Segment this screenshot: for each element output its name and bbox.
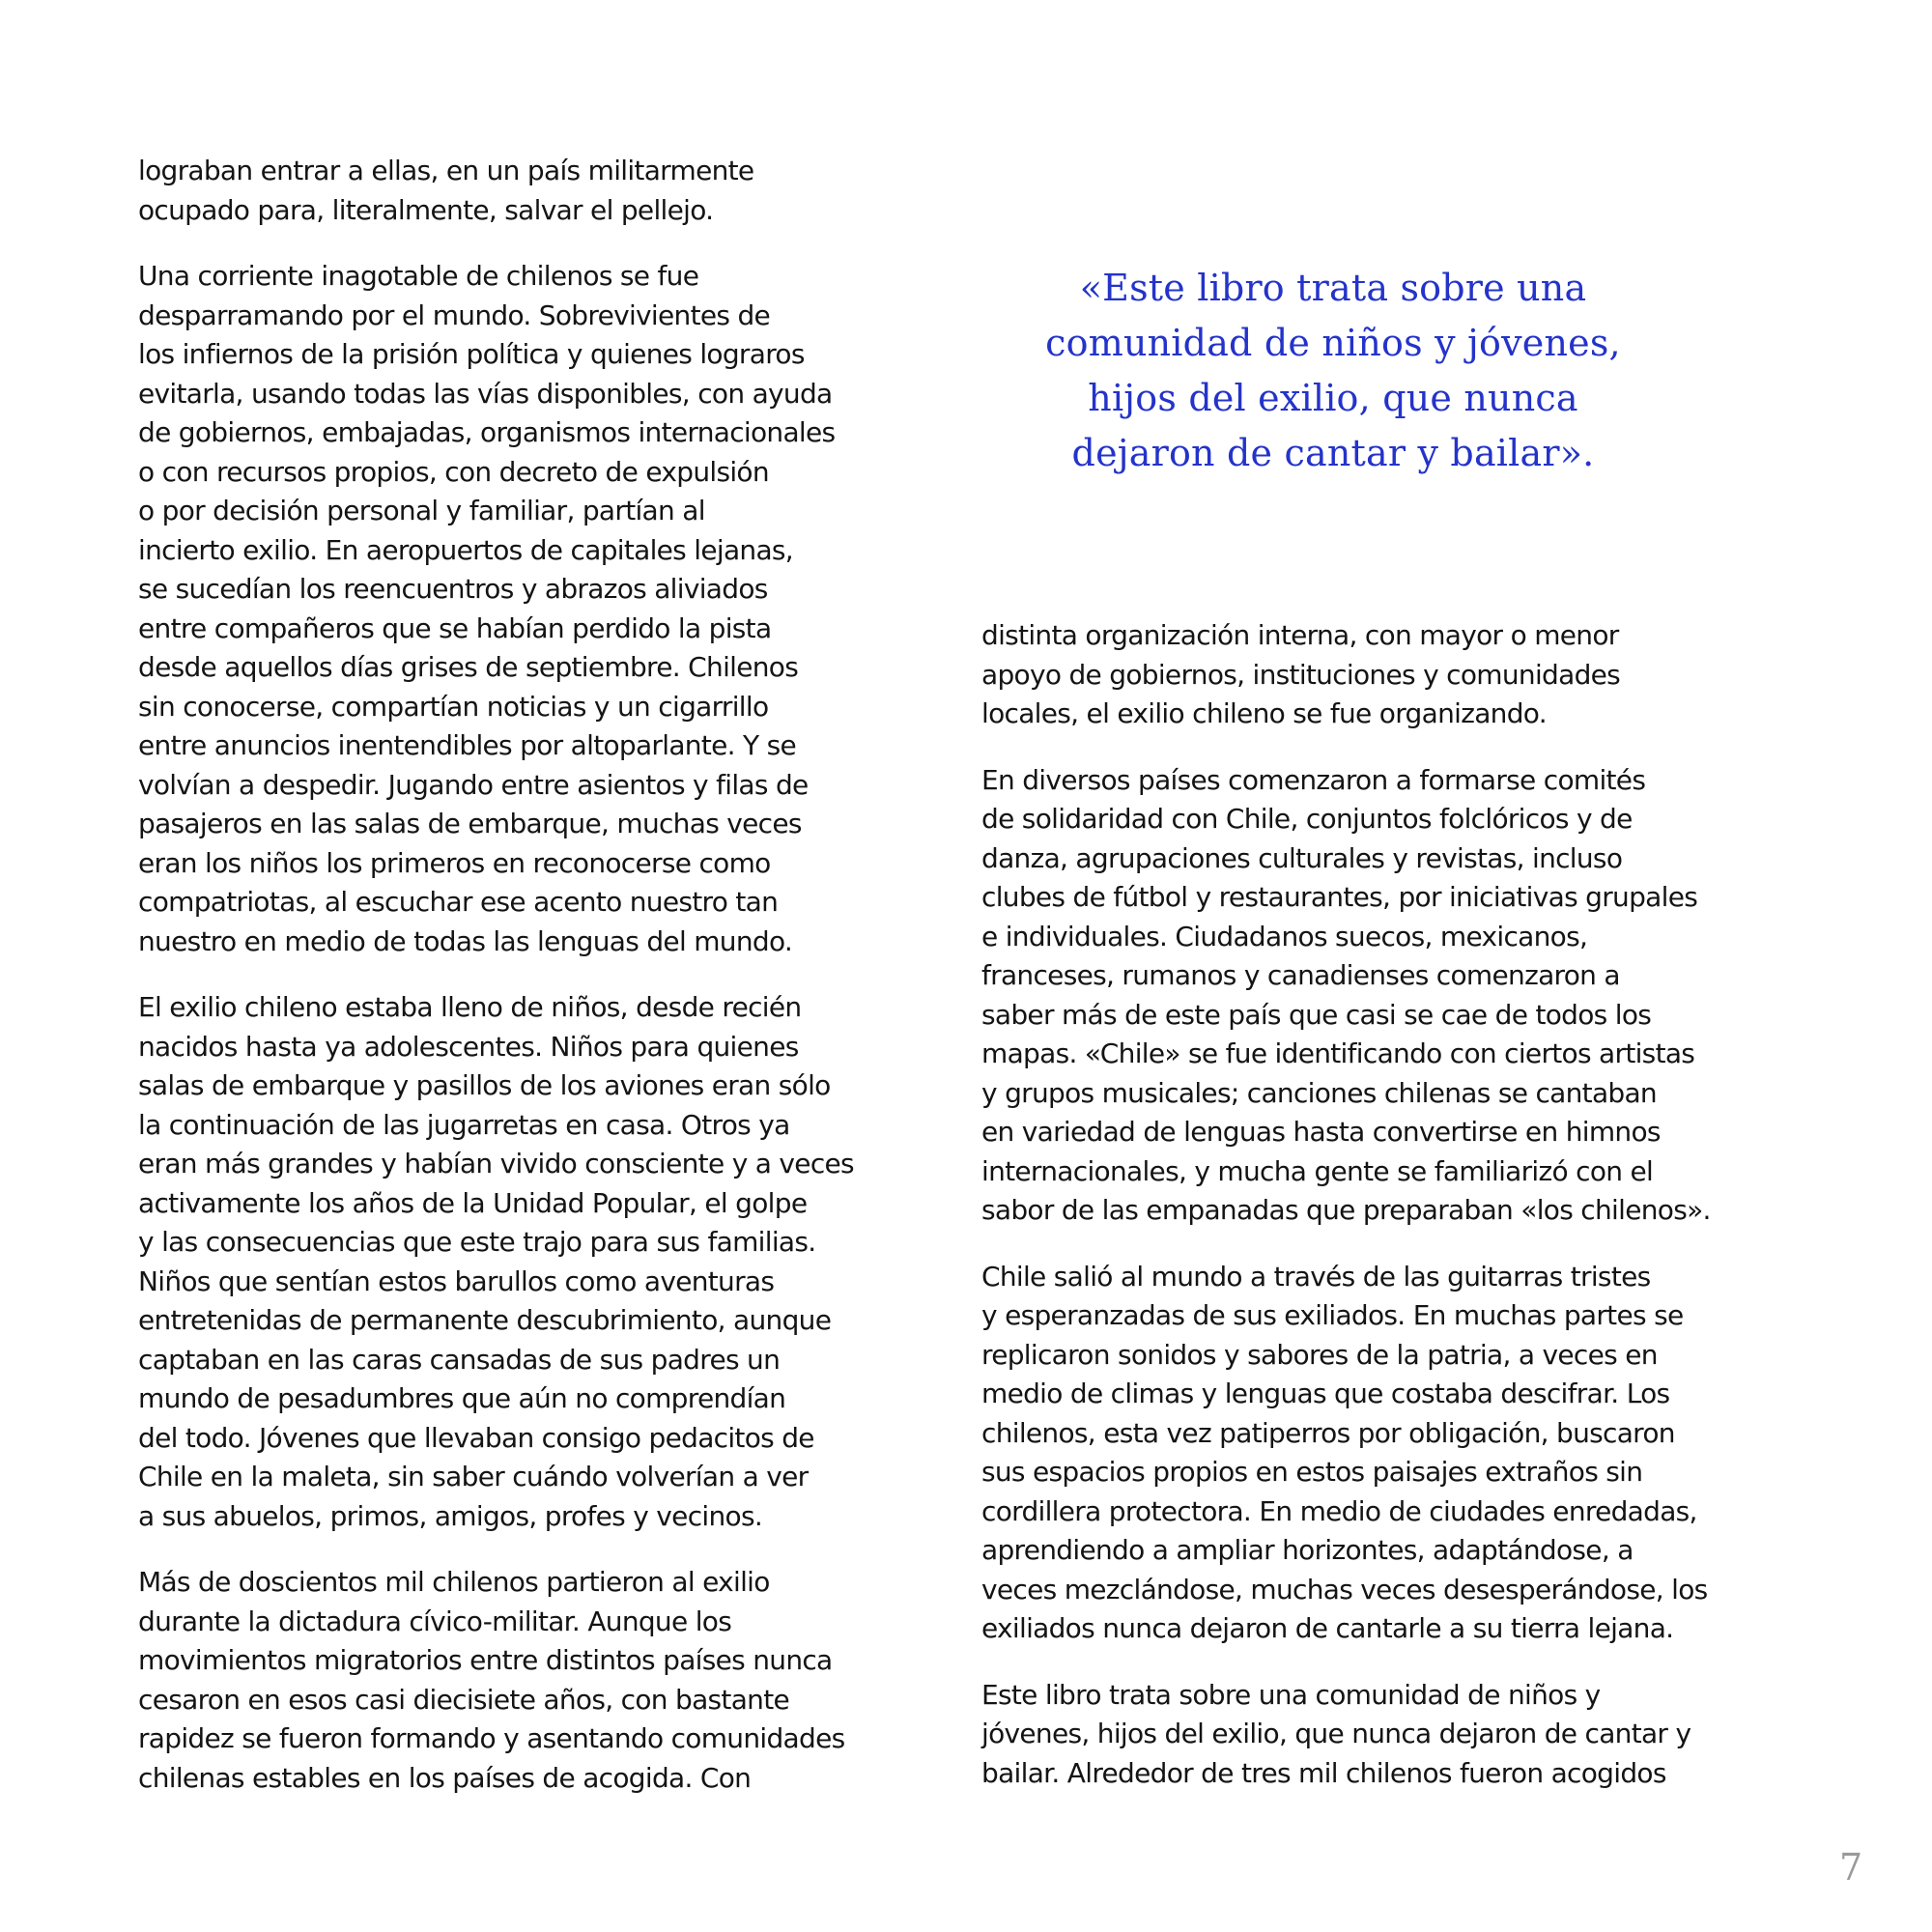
text-line: entre compañeros que se habían perdido la pista xyxy=(138,611,772,644)
text-line: sus espacios propios en estos paisajes extraños sin xyxy=(981,1456,1643,1488)
text-line: saber más de este país que casi se cae de todos los xyxy=(981,998,1652,1031)
text-line: entretenidas de permanente descubrimiento, aunque xyxy=(138,1304,832,1336)
text-line: bailar. Alrededor de tres mil chilenos fueron acogidos xyxy=(981,1756,1666,1789)
body-paragraph-4 xyxy=(138,1563,940,1798)
text-line: lograban entrar a ellas, en un país militarmente xyxy=(138,155,754,186)
text-line: Más de doscientos mil chilenos partieron al exilio xyxy=(138,1566,770,1598)
text-line: cordillera protectora. En medio de ciudades enredadas, xyxy=(981,1494,1697,1527)
text-line: desde aquellos días grises de septiembre. Chilenos xyxy=(138,651,799,683)
text-line: Este libro trata sobre una comunidad de niños y xyxy=(981,1678,1601,1711)
text-line: chilenos, esta vez patiperros por obligación, buscaron xyxy=(981,1416,1675,1449)
text-line: rapidez se fueron formando y asentando comunidades xyxy=(138,1722,845,1754)
text-line: Niños que sentían estos barullos como aventuras xyxy=(138,1264,775,1297)
text-line: eran los niños los primeros en reconocerse como xyxy=(138,846,771,879)
body-paragraph-6 xyxy=(981,761,1783,1231)
text-line: eran más grandes y habían vivido consciente y a veces xyxy=(138,1148,854,1179)
text-line: o con recursos propios, con decreto de expulsión xyxy=(138,455,769,488)
body-paragraph-2 xyxy=(138,257,940,961)
text-line: En diversos países comenzaron a formarse comités xyxy=(981,763,1646,796)
pull-quote xyxy=(966,261,1700,481)
page-number: 7 xyxy=(1839,1846,1863,1889)
text-line: en variedad de lenguas hasta convertirse en himnos xyxy=(981,1116,1661,1148)
body-paragraph-3 xyxy=(138,988,940,1536)
text-line: activamente los años de la Unidad Popular, el golpe xyxy=(138,1186,808,1219)
text-line: los infiernos de la prisión política y quienes lograros xyxy=(138,338,805,370)
text-line: apoyo de gobiernos, instituciones y comunidades xyxy=(981,658,1621,691)
text-line: durante la dictadura cívico-militar. Aunque los xyxy=(138,1605,732,1637)
pull-quote-line: «Este libro trata sobre una xyxy=(1079,267,1587,309)
text-line: entre anuncios inentendibles por altoparlante. Y se xyxy=(138,729,797,761)
left-text-column xyxy=(138,152,940,1825)
text-line: mapas. «Chile» se fue identificando con ciertos artistas xyxy=(981,1037,1695,1069)
text-line: sin conocerse, compartían noticias y un cigarrillo xyxy=(138,690,769,723)
text-line: nacidos hasta ya adolescentes. Niños para quienes xyxy=(138,1030,799,1063)
right-text-column xyxy=(981,616,1783,1820)
text-line: e individuales. Ciudadanos suecos, mexicanos, xyxy=(981,920,1588,952)
text-line: locales, el exilio chileno se fue organizando. xyxy=(981,697,1547,729)
text-line: del todo. Jóvenes que llevaban consigo pedacitos de xyxy=(138,1421,814,1454)
text-line: salas de embarque y pasillos de los aviones eran sólo xyxy=(138,1069,831,1101)
text-line: internacionales, y mucha gente se familiarizó con el xyxy=(981,1154,1654,1187)
body-paragraph-8 xyxy=(981,1676,1783,1794)
text-line: ocupado para, literalmente, salvar el pellejo. xyxy=(138,193,714,226)
text-line: la continuación de las jugarretas en casa. Otros ya xyxy=(138,1108,790,1141)
text-line: Una corriente inagotable de chilenos se fue xyxy=(138,260,699,292)
text-line: medio de climas y lenguas que costaba descifrar. Los xyxy=(981,1378,1670,1409)
text-line: sabor de las empanadas que preparaban «los chilenos». xyxy=(981,1194,1711,1226)
text-line: y las consecuencias que este trajo para sus familias. xyxy=(138,1226,816,1258)
text-line: Chile en la maleta, sin saber cuándo volverían a ver xyxy=(138,1461,809,1492)
body-paragraph-7 xyxy=(981,1258,1783,1649)
text-line: incierto exilio. En aeropuertos de capitales lejanas, xyxy=(138,533,794,566)
text-line: veces mezclándose, muchas veces desesperándose, los xyxy=(981,1573,1708,1605)
pull-quote-line: dejaron de cantar y bailar». xyxy=(1071,432,1595,474)
text-line: compatriotas, al escuchar ese acento nuestro tan xyxy=(138,886,779,918)
text-line: pasajeros en las salas de embarque, muchas veces xyxy=(138,808,802,839)
text-line: jóvenes, hijos del exilio, que nunca dejaron de cantar y xyxy=(981,1718,1691,1749)
text-line: y grupos musicales; canciones chilenas se cantaban xyxy=(981,1076,1657,1109)
body-paragraph-5 xyxy=(981,616,1783,734)
text-line: franceses, rumanos y canadienses comenzaron a xyxy=(981,959,1620,991)
text-line: distinta organización interna, con mayor o menor xyxy=(981,619,1619,651)
body-paragraph-1 xyxy=(138,152,940,230)
text-line: nuestro en medio de todas las lenguas del mundo. xyxy=(138,924,793,957)
text-line: aprendiendo a ampliar horizontes, adaptándose, a xyxy=(981,1534,1634,1566)
text-line: chilenas estables en los países de acogida. Con xyxy=(138,1761,752,1794)
text-line: y esperanzadas de sus exiliados. En muchas partes se xyxy=(981,1299,1684,1331)
text-line: de gobiernos, embajadas, organismos internacionales xyxy=(138,416,836,448)
text-line: El exilio chileno estaba lleno de niños, desde recién xyxy=(138,991,802,1023)
text-line: a sus abuelos, primos, amigos, profes y vecinos. xyxy=(138,1499,763,1532)
text-line: clubes de fútbol y restaurantes, por iniciativas grupales xyxy=(981,881,1698,913)
text-line: Chile salió al mundo a través de las guitarras tristes xyxy=(981,1260,1651,1293)
text-line: captaban en las caras cansadas de sus padres un xyxy=(138,1343,781,1376)
text-line: cesaron en esos casi diecisiete años, con bastante xyxy=(138,1683,790,1716)
text-line: exiliados nunca dejaron de cantarle a su tierra lejana. xyxy=(981,1612,1674,1644)
text-line: evitarla, usando todas las vías disponibles, con ayuda xyxy=(138,377,833,410)
text-line: de solidaridad con Chile, conjuntos folclóricos y de xyxy=(981,803,1633,835)
text-line: replicaron sonidos y sabores de la patria, a veces en xyxy=(981,1338,1658,1371)
pull-quote-line: hijos del exilio, que nunca xyxy=(1088,377,1578,419)
text-line: desparramando por el mundo. Sobrevivientes de xyxy=(138,298,771,331)
text-line: se sucedían los reencuentros y abrazos aliviados xyxy=(138,573,768,605)
text-line: mundo de pesadumbres que aún no comprendían xyxy=(138,1382,786,1414)
pull-quote-line: comunidad de niños y jóvenes, xyxy=(1045,322,1621,364)
text-line: volvían a despedir. Jugando entre asientos y filas de xyxy=(138,768,809,801)
text-line: movimientos migratorios entre distintos países nunca xyxy=(138,1644,833,1676)
text-line: danza, agrupaciones culturales y revistas, incluso xyxy=(981,841,1623,874)
text-line: o por decisión personal y familiar, partían al xyxy=(138,495,705,526)
